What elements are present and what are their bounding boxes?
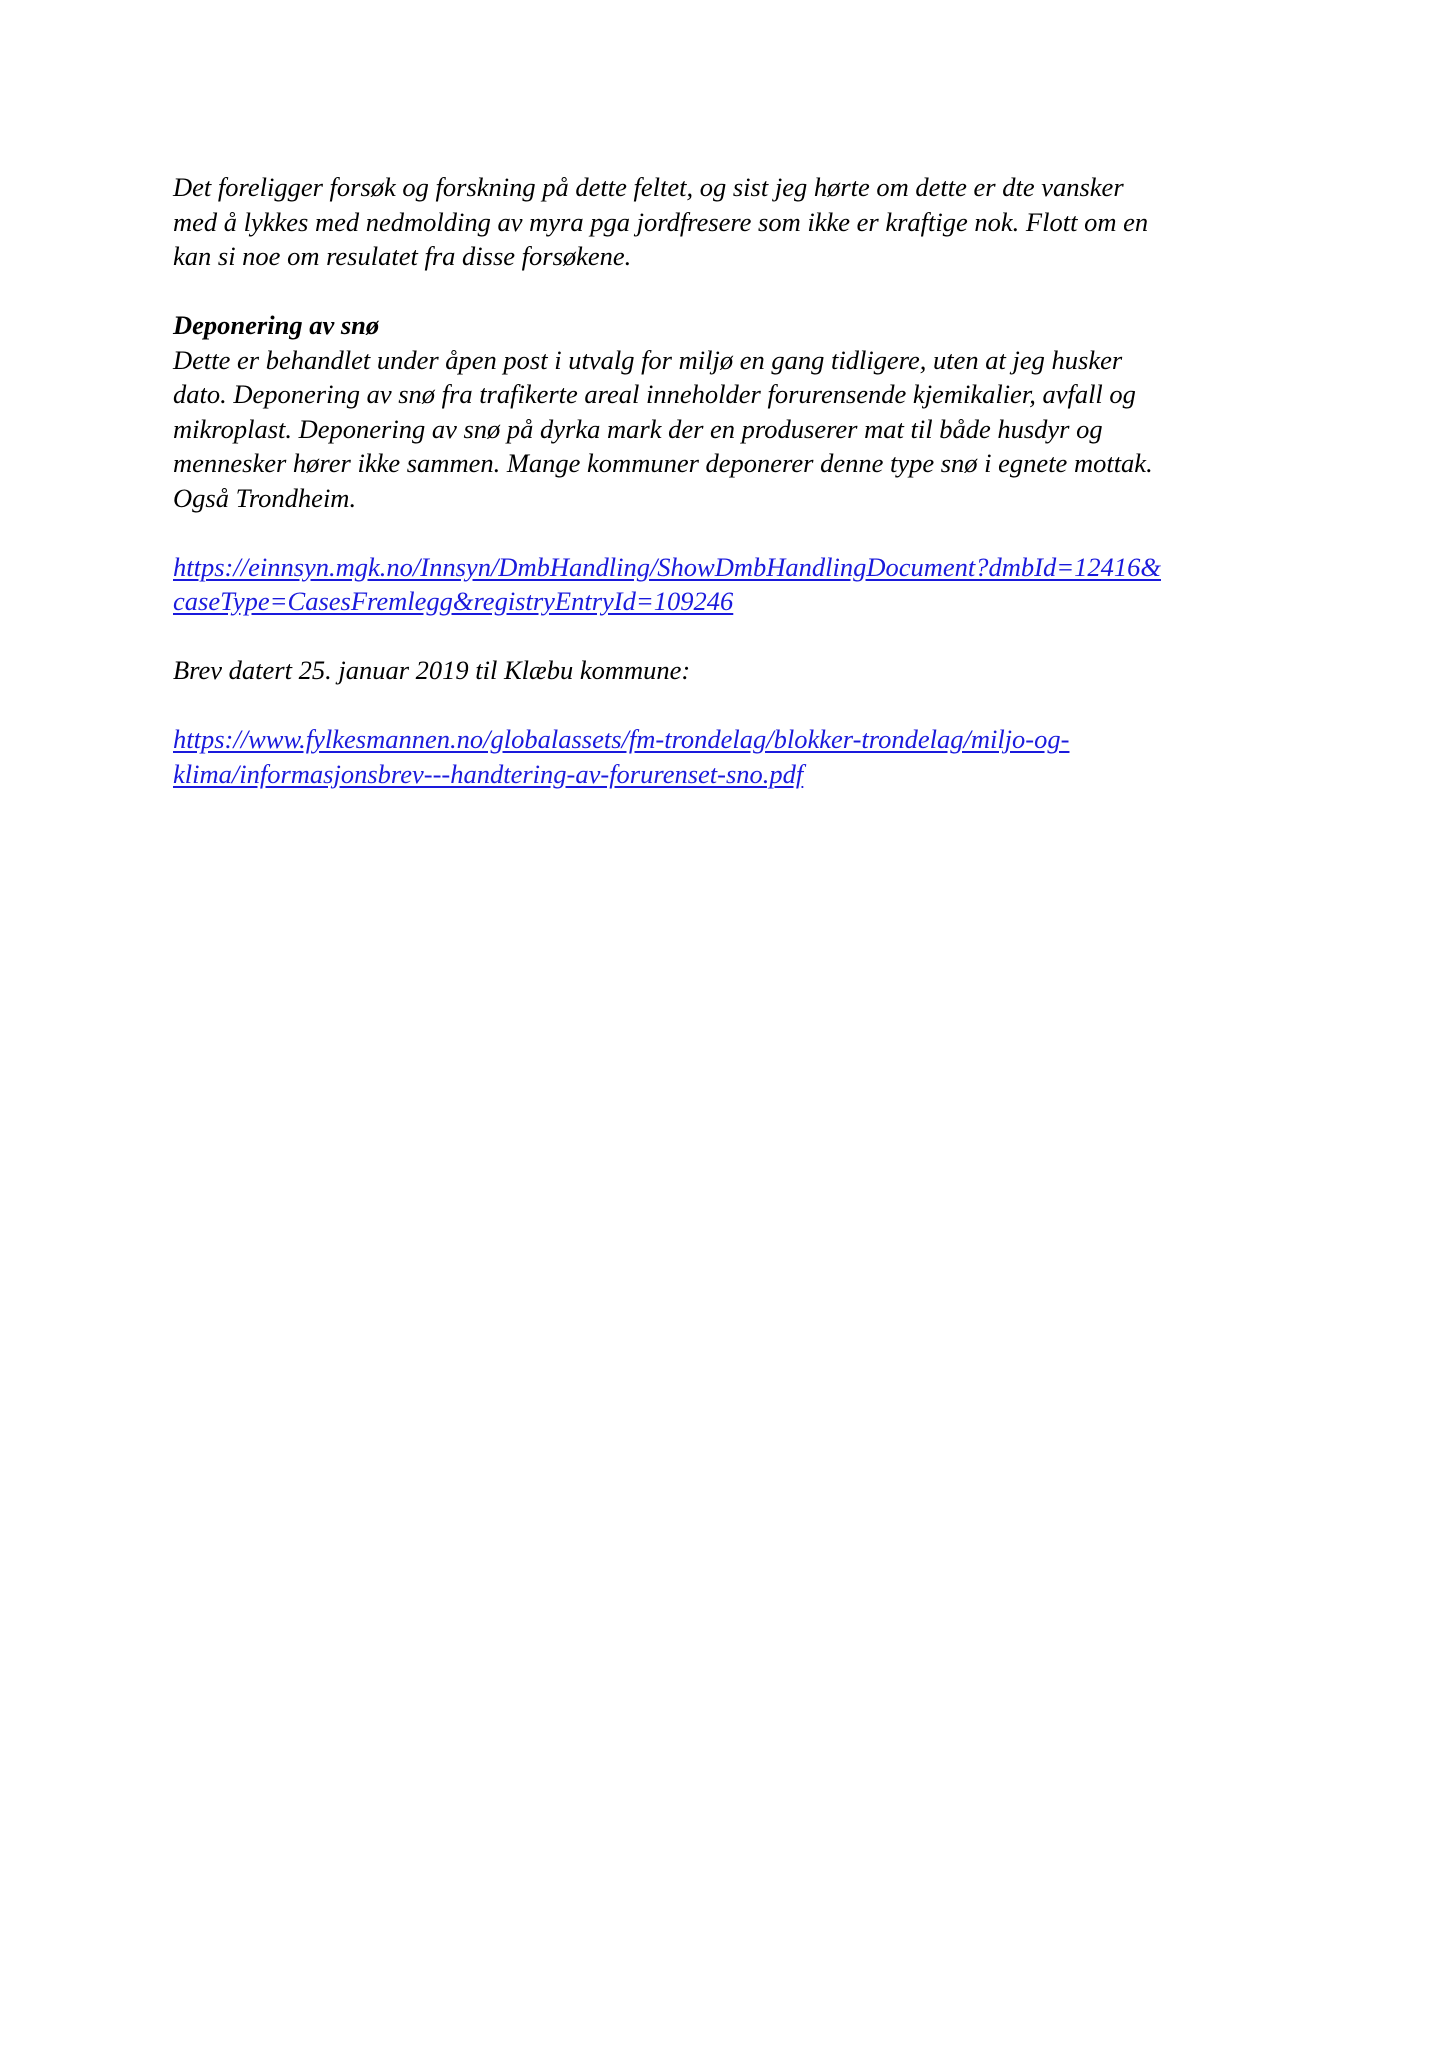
fylkesmannen-link-block	[173, 722, 1273, 791]
einnsyn-link-line-2[interactable]: caseType=CasesFremlegg&registryEntryId=109246	[173, 586, 734, 616]
text-line: mikroplast. Deponering av snø på dyrka mark der en produserer mat til både husdyr og	[173, 413, 1103, 444]
fylkesmannen-link-line-1[interactable]: https://www.fylkesmannen.no/globalassets/fm-trondelag/blokker-trondelag/miljo-og-	[173, 724, 1070, 754]
letter-reference	[173, 653, 1273, 688]
section-snow-disposal	[173, 308, 1273, 515]
text-line: med å lykkes med nedmolding av myra pga jordfresere som ikke er kraftige nok. Flott om en	[173, 206, 1149, 237]
paragraph-research	[173, 170, 1273, 274]
text-line: kan si noe om resulatet fra disse forsøkene.	[173, 241, 632, 271]
text-line: Også Trondheim.	[173, 482, 357, 513]
text-line: Det foreligger forsøk og forskning på dette feltet, og sist jeg hørte om dette er dte vansker	[173, 172, 1124, 202]
section-heading: Deponering av snø	[173, 310, 380, 340]
text-line: dato. Deponering av snø fra trafikerte areal inneholder forurensende kjemikalier, avfall og	[173, 379, 1136, 409]
document-body	[173, 170, 1273, 826]
fylkesmannen-link-line-2[interactable]: klima/informasjonsbrev---handtering-av-forurenset-sno.pdf	[173, 758, 804, 789]
einnsyn-link-line-1[interactable]: https://einnsyn.mgk.no/Innsyn/DmbHandling/ShowDmbHandlingDocument?dmbId=12416&	[173, 551, 1161, 582]
text-line: mennesker hører ikke sammen. Mange kommuner deponerer denne type snø i egnete mottak.	[173, 448, 1153, 478]
text-line: Brev datert 25. januar 2019 til Klæbu kommune:	[173, 655, 691, 685]
einnsyn-link-block	[173, 550, 1273, 619]
text-line: Dette er behandlet under åpen post i utvalg for miljø en gang tidligere, uten at jeg husker	[173, 344, 1123, 375]
